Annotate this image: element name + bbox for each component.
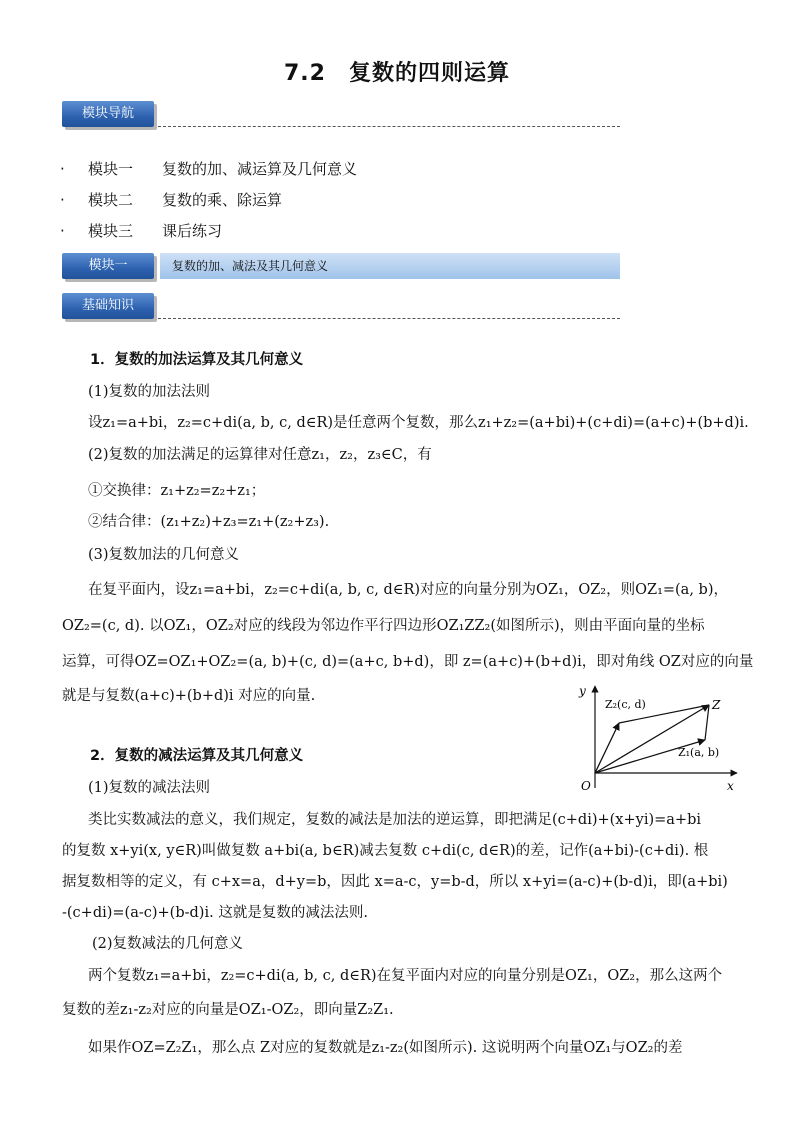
vector-oz [595, 705, 709, 773]
page-title: 7.2 复数的四则运算 [284, 61, 510, 86]
toc-text: 复数的加、减运算及几何意义 [162, 160, 358, 178]
text-line: (2)复数减法的几何意义 [92, 936, 244, 952]
label-origin: O [581, 779, 591, 793]
text-line: (1)复数的减法法则 [88, 780, 211, 796]
text-line: 复数的差z₁-z₂对应的向量是OZ₁-OZ₂，即向量Z₂Z₁. [62, 1002, 394, 1018]
label-z1: Z₁(a, b) [678, 746, 720, 759]
parallelogram-figure [565, 680, 745, 795]
text-line: 设z₁=a+bi，z₂=c+di(a, b, c, d∈R)是任意两个复数，那么z₁+z₂=(a+bi)+(c+di)=(a+c)+(b+d)i. [88, 415, 749, 431]
text-line: (3)复数加法的几何意义 [88, 547, 240, 563]
text-line: -(c+di)=(a-c)+(b-d)i. 这就是复数的减法法则. [62, 905, 368, 921]
text-line: 据复数相等的定义，有 c+x=a，d+y=b，因此 x=a-c，y=b-d，所以 x+yi=(a-c)+(b-d)i，即(a+bi) [62, 874, 728, 890]
bullet: · [60, 191, 65, 209]
text-line: 类比实数减法的意义，我们规定，复数的减法是加法的逆运算，即把满足(c+di)+(x+yi)=a+bi [88, 812, 701, 828]
heading-subtraction: 2．复数的减法运算及其几何意义 [90, 748, 304, 764]
toc-item-3[interactable] [60, 220, 222, 241]
tag-basics: 基础知识 [62, 293, 154, 319]
text-line: 两个复数z₁=a+bi，z₂=c+di(a, b, c, d∈R)在复平面内对应的向量分别是OZ₁，OZ₂，那么这两个 [88, 968, 723, 984]
toc-text: 课后练习 [162, 222, 223, 240]
text-line: 在复平面内，设z₁=a+bi，z₂=c+di(a, b, c, d∈R)对应的向量分别为OZ₁，OZ₂，则OZ₁=(a, b)， [88, 582, 728, 598]
bullet: · [60, 160, 65, 178]
toc-module: 模块三 [88, 222, 134, 240]
side-z1z [705, 705, 709, 740]
divider-nav [158, 126, 620, 127]
text-line: 运算，可得OZ=OZ₁+OZ₂=(a, b)+(c, d)=(a+c, b+d)，即 z=(a+c)+(b+d)i，即对角线 OZ对应的向量 [62, 654, 754, 670]
text-line: (2)复数的加法满足的运算律对任意z₁，z₂，z₃∈C，有 [88, 447, 432, 463]
tag-module1: 模块一 [62, 253, 154, 279]
label-y: y [579, 684, 586, 698]
toc-module: 模块一 [88, 160, 134, 178]
toc-text: 复数的乘、除运算 [162, 191, 283, 209]
text-line: ①交换律：z₁+z₂=z₂+z₁； [88, 483, 266, 499]
heading-addition: 1．复数的加法运算及其几何意义 [90, 352, 304, 368]
text-line: 就是与复数(a+c)+(b+d)i 对应的向量. [62, 688, 316, 704]
text-line: (1)复数的加法法则 [88, 384, 211, 400]
toc-module: 模块二 [88, 191, 134, 209]
text-line: OZ₂=(c, d). 以OZ₁，OZ₂对应的线段为邻边作平行四边形OZ₁ZZ₂(如图所示)，则由平面向量的坐标 [62, 618, 705, 634]
text-line: 如果作OZ=Z₂Z₁，那么点 Z对应的复数就是z₁-z₂(如图所示). 这说明两个向量OZ₁与OZ₂的差 [88, 1040, 683, 1056]
label-z2: Z₂(c, d) [605, 698, 646, 711]
toc-item-2[interactable] [60, 189, 282, 210]
text-line: ②结合律：(z₁+z₂)+z₃=z₁+(z₂+z₃). [88, 514, 330, 530]
module1-title-bar: 复数的加、减法及其几何意义 [160, 253, 620, 279]
bullet: · [60, 222, 65, 240]
divider-basics [158, 318, 620, 319]
label-x: x [727, 779, 734, 793]
tag-nav: 模块导航 [62, 101, 154, 127]
label-z: Z [712, 698, 721, 712]
text-line: 的复数 x+yi(x, y∈R)叫做复数 a+bi(a, b∈R)减去复数 c+di(c, d∈R)的差，记作(a+bi)-(c+di). 根 [62, 843, 709, 859]
toc-item-1[interactable] [60, 158, 357, 179]
